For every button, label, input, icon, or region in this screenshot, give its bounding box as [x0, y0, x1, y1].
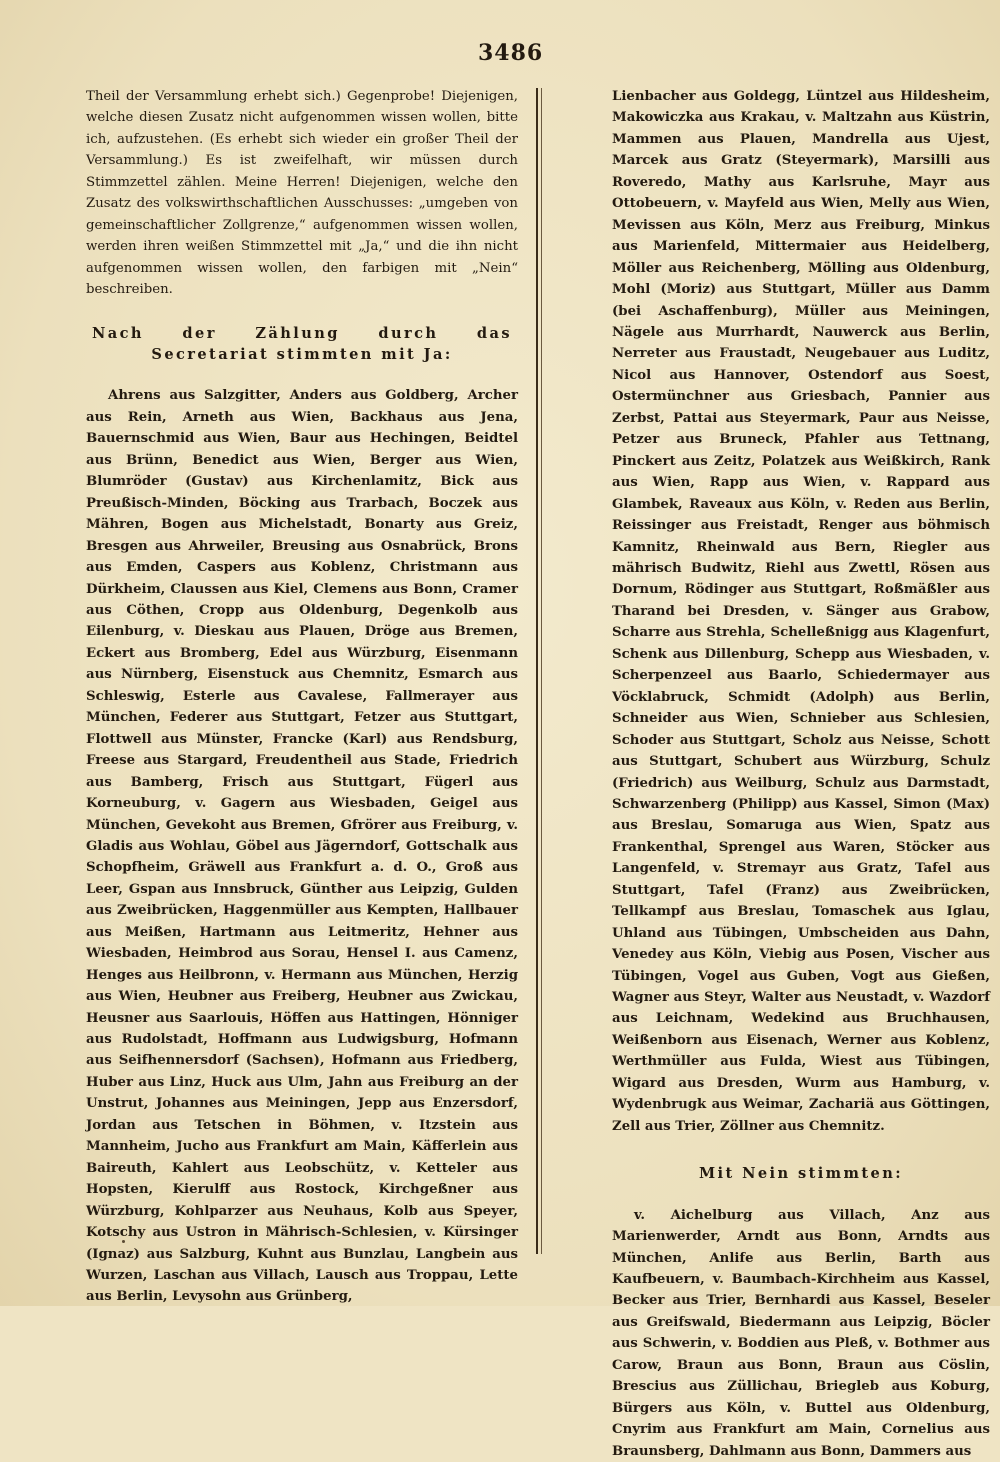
nein-vote-heading: Mit Nein stimmten: [699, 1165, 903, 1183]
ja-vote-heading: Nach der Zählung durch das Secretariat stimmten mit Ja: [92, 324, 512, 363]
print-speck [122, 1240, 125, 1243]
ja-vote-list-continued: Lienbacher aus Goldegg, Lüntzel aus Hildesheim, Makowiczka aus Krakau, v. Maltzahn aus Küstrin, Mammen aus Plauen, Mandrella aus Ujest, Marcek aus Gratz (Steyermark), Marsilli aus Roveredo, Mathy aus Karlsruhe, Mayr aus Ottobeuern, v. Mayfeld aus Wien, Melly aus Wien, Mevissen aus Köln, Merz aus Freiburg, Minkus aus Marienfeld, Mittermaier aus Heidelberg, Möller aus Reichenberg, Mölling aus Oldenburg, Mohl (Moriz) aus Stuttgart, Müller aus Damm (bei Aschaffenburg), Müller aus Meiningen, Nägele aus Murrhardt, Nauwerck aus Berlin, Nerreter aus Fraustadt, Neugebauer aus Luditz, Nicol aus Hannover, Ostendorf aus Soest, Ostermünchner aus Griesbach, Pannier aus Zerbst, Pattai aus Steyermark, Paur aus Neisse, Petzer aus Bruneck, Pfahler aus Tettnang, Pinckert aus Zeitz, Polatzek aus Weißkirch, Rank aus Wien, Rapp aus Wien, v. Rappard aus Glambek, Raveaux aus Köln, v. Reden aus Berlin, Reissinger aus Freistadt, Renger aus böhmisch Kamnitz, Rheinwald aus Bern, Riegler aus mährisch Budwitz, Riehl aus Zwettl, Rösen aus Dornum, Rödinger aus Stuttgart, Roßmäßler aus Tharand bei Dresden, v. Sänger aus Grabow, Scharre aus Strehla, Schelleßnigg aus Klagenfurt, Schenk aus Dillenburg, Schepp aus Wiesbaden, v. Scherpenzeel aus Baarlo, Schiedermayer aus Vöcklabruck, Schmidt (Adolph) aus Berlin, Schneider aus Wien, Schnieber aus Schlesien, Schoder aus Stuttgart, Scholz aus Neisse, Schott aus Stuttgart, Schubert aus Würzburg, Schulz (Friedrich) aus Weilburg, Schulz aus Darmstadt, Schwarzenberg (Philipp) aus Kassel, Simon (Max) aus Breslau, Somaruga aus Wien, Spatz aus Frankenthal, Sprengel aus Waren, Stöcker aus Langenfeld, v. Stremayr aus Gratz, Tafel aus Stuttgart, Tafel (Franz) aus Zweibrücken, Tellkampf aus Breslau, Tomaschek aus Iglau, Uhland aus Tübingen, Umbscheiden aus Dahn, Venedey aus Köln, Viebig aus Posen, Vischer aus Tübingen, Vogel aus Guben, Vogt aus Gießen, Wagner aus Steyr, Walter aus Neustadt, v. Wazdorf aus Leichnam, Wedekind aus Bruchhausen, Weißenborn aus Eisenach, Werner aus Koblenz, Werthmüller aus Fulda, Wiest aus Tübingen, Wigard aus Dresden, Wurm aus Hamburg, v. Wydenbrugk aus Weimar, Zachariä aus Göttingen, Zell aus Trier, Zöllner aus Chemnitz. [612, 89, 990, 1134]
page-number: 3486 [478, 40, 544, 66]
ja-vote-list: Ahrens aus Salzgitter, Anders aus Goldberg, Archer aus Rein, Arneth aus Wien, Backhaus aus Jena, Bauernschmid aus Wien, Baur aus Hechingen, Beidtel aus Brünn, Benedict aus Wien, Berger aus Wien, Blumröder (Gustav) aus Kirchenlamitz, Bick aus Preußisch-Minden, Böcking aus Trarbach, Boczek aus Mähren, Bogen aus Michelstadt, Bonarty aus Greiz, Bresgen aus Ahrweiler, Breusing aus Osnabrück, Brons aus Emden, Caspers aus Koblenz, Christmann aus Dürkheim, Claussen aus Kiel, Clemens aus Bonn, Cramer aus Cöthen, Cropp aus Oldenburg, Degenkolb aus Eilenburg, v. Dieskau aus Plauen, Dröge aus Bremen, Eckert aus Bromberg, Edel aus Würzburg, Eisenmann aus Nürnberg, Eisenstuck aus Chemnitz, Esmarch aus Schleswig, Esterle aus Cavalese, Fallmerayer aus München, Federer aus Stuttgart, Fetzer aus Stuttgart, Flottwell aus Münster, Francke (Karl) aus Rendsburg, Freese aus Stargard, Freudentheil aus Stade, Friedrich aus Bamberg, Frisch aus Stuttgart, Fügerl aus Korneuburg, v. Gagern aus Wiesbaden, Geigel aus München, Gevekoht aus Bremen, Gfrörer aus Freiburg, v. Gladis aus Wohlau, Göbel aus Jägerndorf, Gottschalk aus Schopfheim, Gräwell aus Frankfurt a. d. O., Groß aus Leer, Gspan aus Innsbruck, Günther aus Leipzig, Gulden aus Zweibrücken, Haggenmüller aus Kempten, Hallbauer aus Meißen, Hartmann aus Leitmeritz, Hehner aus Wiesbaden, Heimbrod aus Sorau, Hensel I. aus Camenz, Henges aus Heilbronn, v. Hermann aus München, Herzig aus Wien, Heubner aus Freiberg, Heubner aus Zwickau, Heusner aus Saarlouis, Höffen aus Hattingen, Hönniger aus Rudolstadt, Hoffmann aus Ludwigsburg, Hofmann aus Seifhennersdorf (Sachsen), Hofmann aus Friedberg, Huber aus Linz, Huck aus Ulm, Jahn aus Freiburg an der Unstrut, Johannes aus Meiningen, Jepp aus Enzersdorf, Jordan aus Tetschen in Böhmen, v. Itzstein aus Mannheim, Jucho aus Frankfurt am Main, Käfferlein aus Baireuth, Kahlert aus Leobschütz, v. Ketteler aus Hopsten, Kierulff aus Rostock, Kirchgeßner aus Würzburg, Kohlparzer aus Neuhaus, Kolb aus Speyer, Kotschy aus Ustron in Mährisch-Schlesien, v. Kürsinger (Ignaz) aus Salzburg, Kuhnt aus Bunzlau, Langbein aus Wurzen, Laschan aus Villach, Lausch aus Troppau, Lette aus Berlin, Levysohn aus Grünberg, [86, 388, 518, 1305]
column-divider-inner [541, 88, 542, 1254]
spacer [86, 365, 518, 385]
president-speech: Theil der Versammlung erhebt sich.) Gegenprobe! Diejenigen, welche diesen Zusatz nicht aufgenommen wissen wollen, bitte ich, aufzustehen. (Es erhebt sich wieder ein großer Theil der Versammlung.) Es ist zweifelhaft, wir müssen durch Stimmzettel zählen. Meine Herren! Diejenigen, welche den Zusatz des volkswirthschaftlichen Ausschusses: „umgeben von gemeinschaftlicher Zollgrenze,“ aufgenommen wissen wollen, werden ihren weißen Stimmzettel mit „Ja,“ und die ihn nicht aufgenommen wissen wollen, den farbigen mit „Nein“ beschreiben. [86, 89, 518, 298]
spacer [612, 1137, 990, 1163]
spacer [612, 1185, 990, 1205]
right-column [612, 86, 990, 1462]
nein-vote-list: v. Aichelburg aus Villach, Anz aus Marienwerder, Arndt aus Bonn, Arndts aus München, Anlife aus Berlin, Barth aus Kaufbeuern, v. Baumbach-Kirchheim aus Kassel, Becker aus Trier, Bernhardi aus Kassel, Beseler aus Greifswald, Biedermann aus Leipzig, Böcler aus Schwerin, v. Boddien aus Pleß, v. Bothmer aus Carow, Braun aus Bonn, Braun aus Cöslin, Brescius aus Züllichau, Briegleb aus Koburg, Bürgers aus Köln, v. Buttel aus Oldenburg, Cnyrim aus Frankfurt am Main, Cornelius aus Braunsberg, Dahlmann aus Bonn, Dammers aus [612, 1207, 990, 1459]
spacer [86, 301, 518, 323]
left-column [86, 86, 518, 1308]
column-divider [536, 88, 538, 1254]
